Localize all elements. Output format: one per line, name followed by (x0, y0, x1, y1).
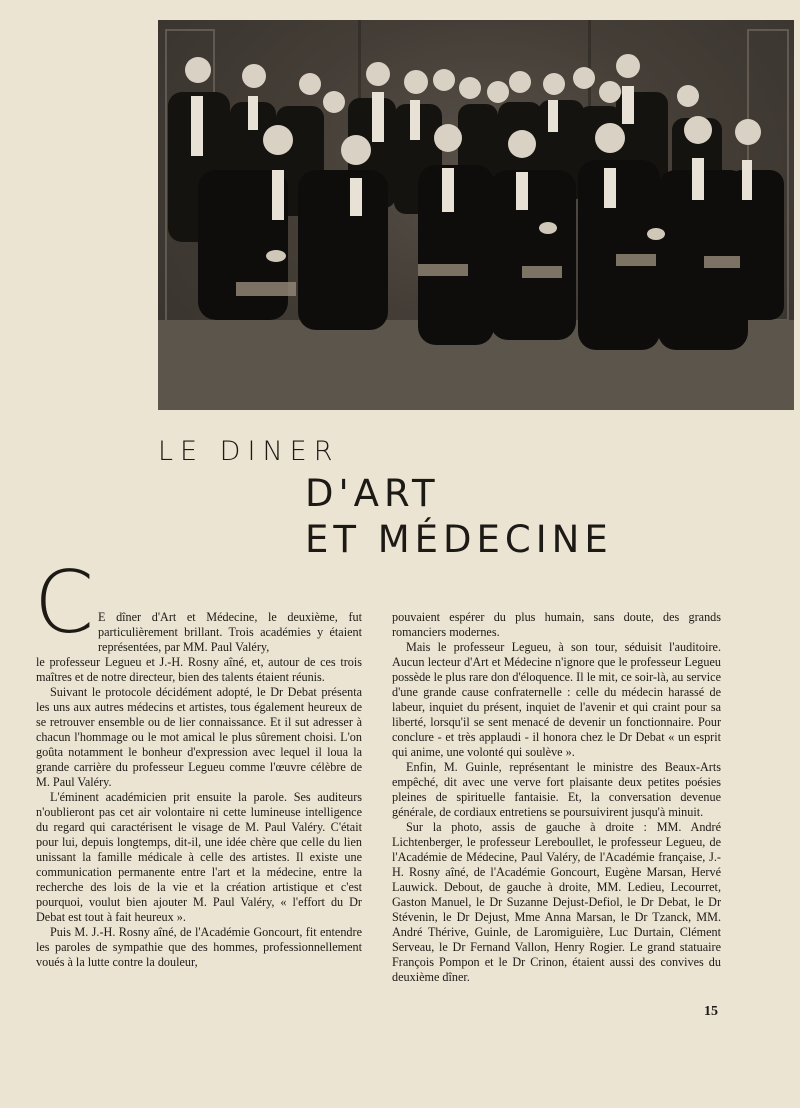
paragraph: Enfin, M. Guinle, représentant le ministre des Beaux-Arts empêché, dit avec une verve fort plaisante deux petites poésies pleines de spirituelle fantaisie. Et, la conversation devenue générale, de cordiaux entretiens se poursuivirent jusqu'à minuit. (392, 760, 721, 819)
paragraph: pouvaient espérer du plus humain, sans doute, des grands romanciers modernes. (392, 610, 721, 639)
left-column (36, 610, 362, 970)
paragraph: Puis M. J.-H. Rosny aîné, de l'Académie Goncourt, fit entendre les paroles de sympathie que des hommes, professionnellement voués à la lutte contre la douleur, (36, 925, 362, 969)
paragraph: E dîner d'Art et Médecine, le deuxième, fut particulièrement brillant. Trois académies y étaient représentées, par MM. Paul Valéry, (98, 610, 362, 654)
paragraph: Sur la photo, assis de gauche à droite : MM. André Lichtenberger, le professeur Lereboullet, le professeur Legueu, de l'Académie de Médecine, Paul Valéry, de l'Académie française, J.-H. Rosny aîné, de l'Académie Goncourt, Eugène Marsan, Hervé Lauwick. Debout, de gauche à droite, MM. Ledieu, Lecourret, Gaston Manuel, le Dr Suzanne Dejust-Defiol, le Dr Debat, le Dr Stévenin, le Dr Dejust, Mme Anna Marsan, le Dr Tzanck, MM. André Thérive, Guinle, de Laromiguière, Luc Durtain, Clément Serveau, le Dr Fernand Vallon, Henry Rogier. Le grand statuaire François Pompon et le Dr Crinon, étaient aussi des convives du deuxième dîner. (392, 820, 721, 984)
article-title-line2: D'ART (305, 472, 440, 515)
group-photo (158, 20, 794, 410)
paragraph: L'éminent académicien prit ensuite la parole. Ses auditeurs n'oublieront pas cet air volontaire ni cette lumineuse intelligence du regard qui caractérisent le visage de M. Paul Valéry. C'était pour lui, depuis longtemps, dit-il, une idée chère que celle du lien unissant la famille médicale à celle des artistes. Il existe une communication permanente entre l'art et la médecine, entre la recherche des lois de la vie et la création artistique et c'est pourquoi, voulut bien ajouter M. Paul Valéry, « l'effort du Dr Debat est tout à fait heureux ». (36, 790, 362, 924)
paragraph: le professeur Legueu et J.-H. Rosny aîné, et, autour de ces trois maîtres et de notre directeur, bien des talents étaient réunis. (36, 655, 362, 684)
paragraph: Mais le professeur Legueu, à son tour, séduisit l'auditoire. Aucun lecteur d'Art et Médecine n'ignore que le professeur Legueu possède le plus rare don d'éloquence. Il le mit, ce soir-là, au service d'une grande cause confraternelle : celle du médecin harassé de labeur, inquiet du présent, inquiet de l'avenir et qui craint pour sa liberté, lorsqu'il se sent menacé de devenir un fonctionnaire. Pour conclure - et très applaudi - il honora chez le Dr Debat « un esprit qui anime, une volonté qui soulève ». (392, 640, 721, 759)
group-photo-illustration (158, 20, 794, 410)
drop-cap: C (34, 553, 95, 653)
right-column (392, 610, 721, 985)
page-number: 15 (704, 1004, 718, 1019)
article-title-line3: ET MÉDECINE (305, 518, 613, 561)
paragraph: Suivant le protocole décidément adopté, le Dr Debat présenta les uns aux autres médecins et artistes, tous également heureux de se retrouver ensemble ou de lier connaissance. Et il sut adresser à chacun l'hommage ou le mot amical le plus sûrement choisi. L'on goûta notamment le bonheur d'expression avec lequel il loua la grande carrière du professeur Legueu comme l'œuvre célèbre de M. Paul Valéry. (36, 685, 362, 789)
article-title-line1: LE DINER (158, 436, 340, 467)
